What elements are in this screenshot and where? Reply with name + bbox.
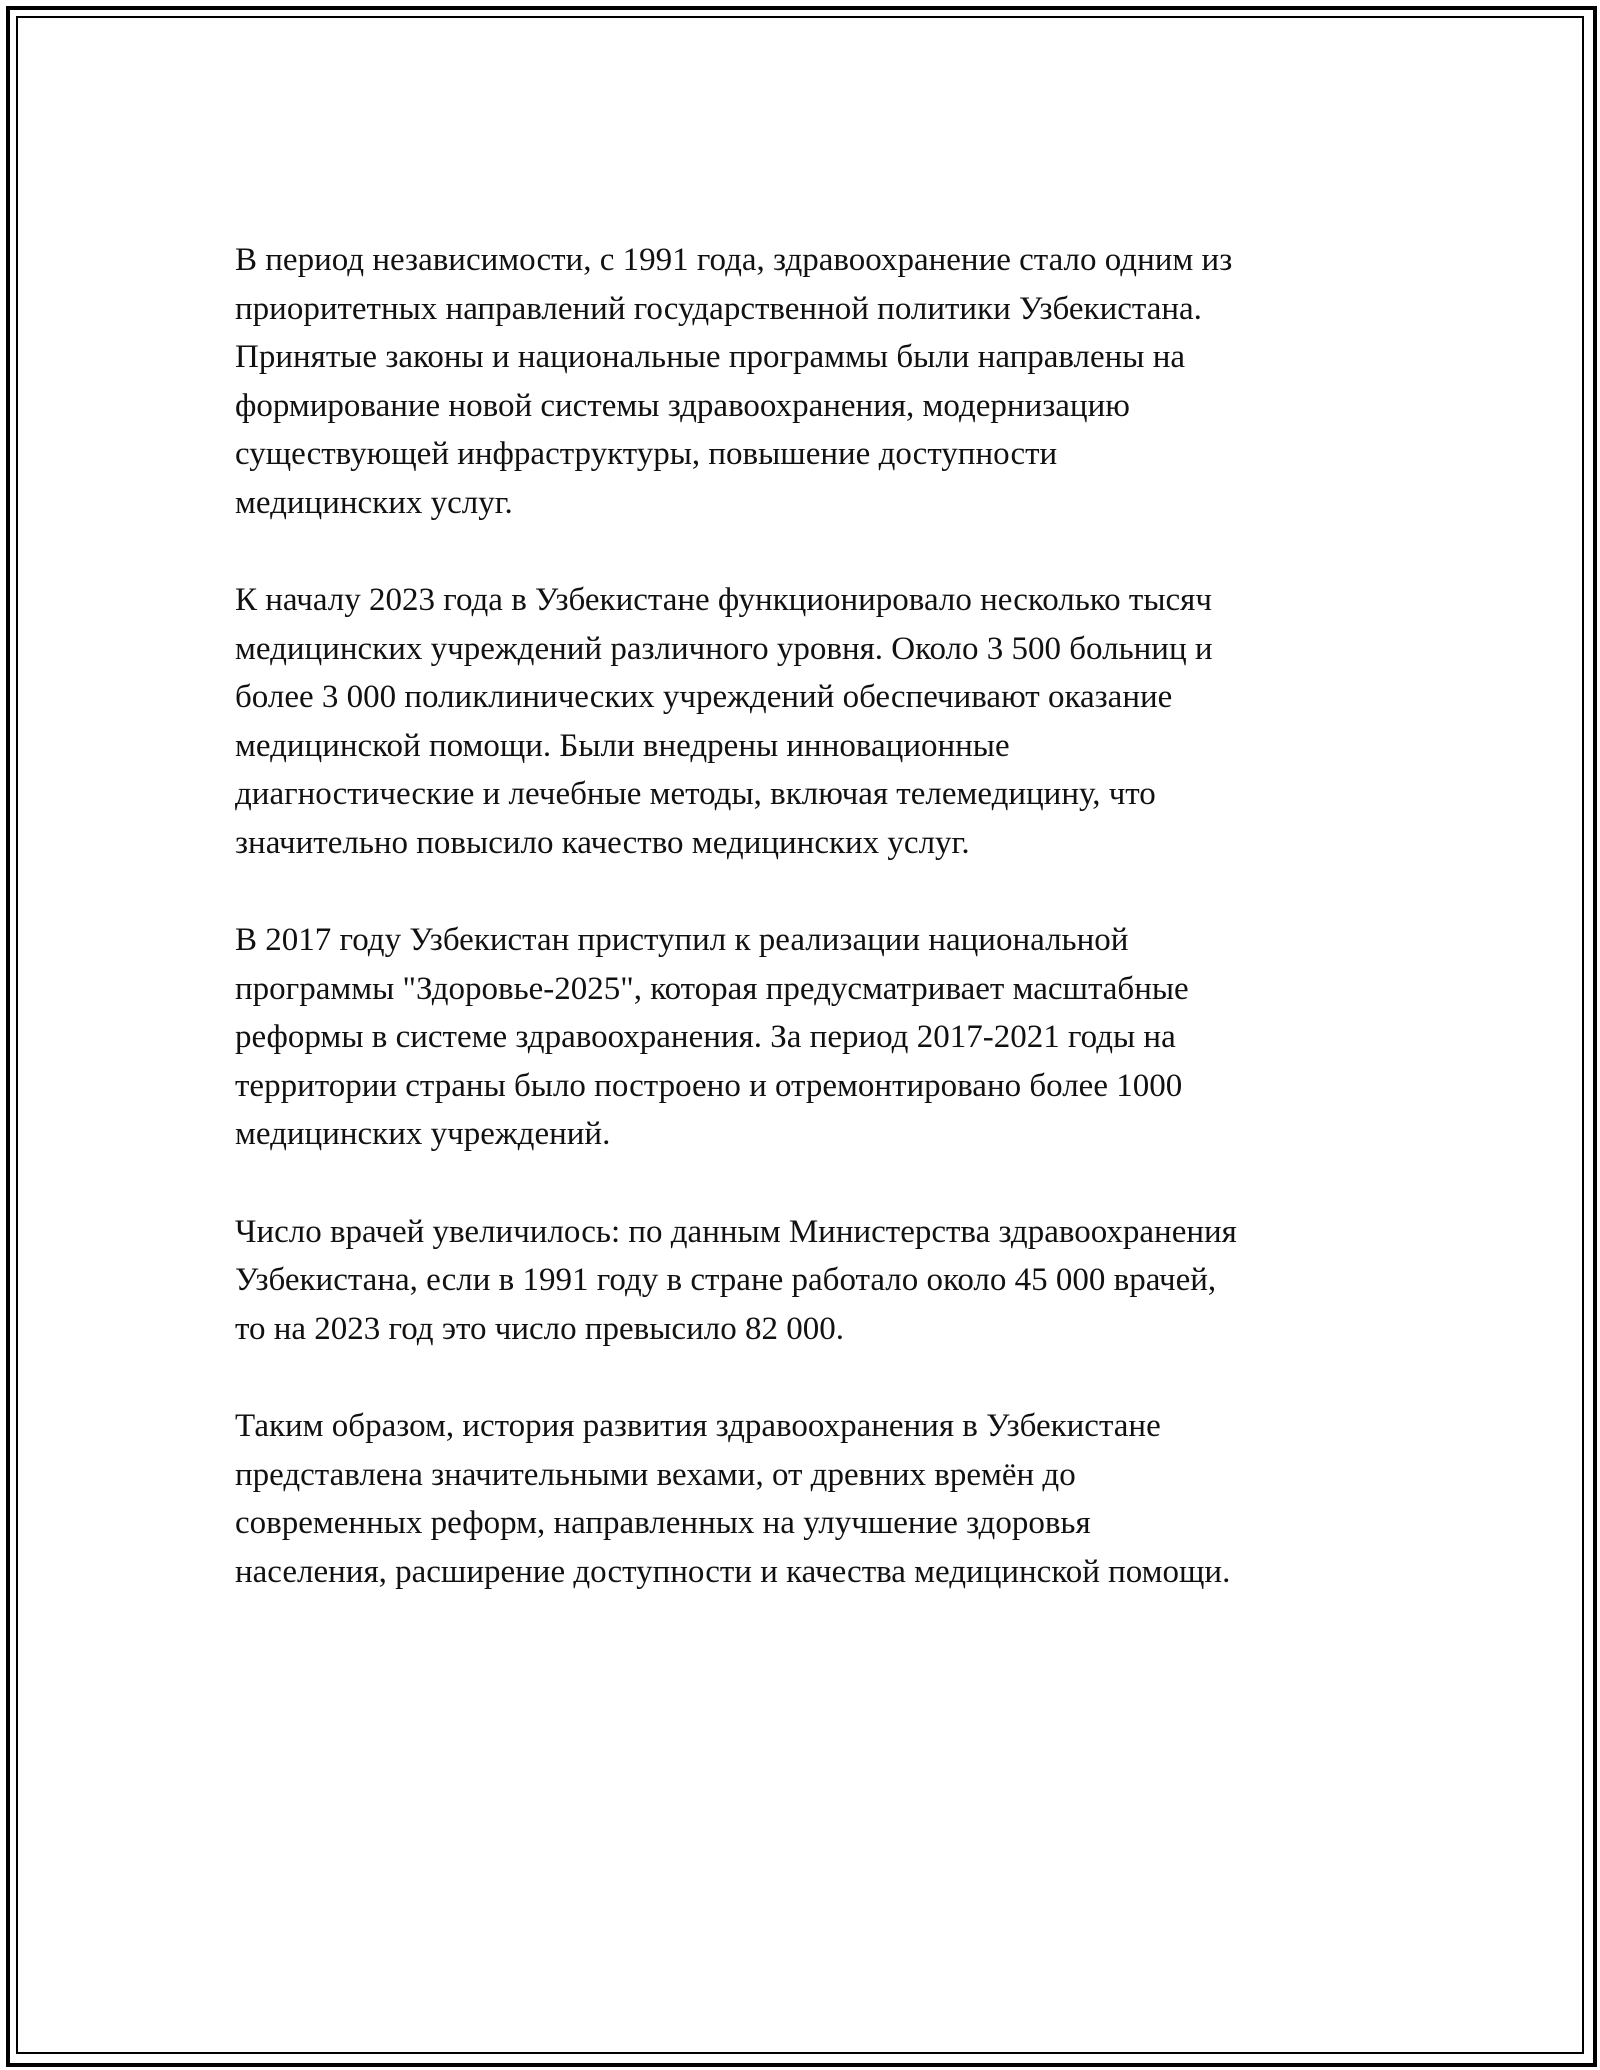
- text-line: В 2017 году Узбекистан приступил к реализации национальной: [235, 922, 1129, 958]
- text-line: реформы в системе здравоохранения. За период 2017-2021 годы на: [235, 1019, 1176, 1055]
- text-line: Таким образом, история развития здравоохранения в Узбекистане: [235, 1408, 1161, 1444]
- text-line: формирование новой системы здравоохранения, модернизацию: [235, 387, 1130, 424]
- text-line: значительно повысило качество медицинских услуг.: [235, 824, 970, 861]
- text-line: программы "Здоровье-2025", которая предусматривает масштабные: [235, 970, 1189, 1007]
- text-line: медицинских учреждений.: [235, 1116, 611, 1152]
- text-line: более 3 000 поликлинических учреждений обеспечивают оказание: [235, 679, 1173, 715]
- text-line: Принятые законы и национальные программы были направлены на: [235, 339, 1186, 375]
- text-line: К началу 2023 года в Узбекистане функционировало несколько тысяч: [235, 582, 1212, 618]
- text-line: территории страны было построено и отремонтировано более 1000: [235, 1067, 1183, 1104]
- text-line: приоритетных направлений государственной политики Узбекистана.: [235, 290, 1202, 327]
- text-line: В период независимости, с 1991 года, здравоохранение стало одним из: [235, 242, 1233, 278]
- text-line: медицинских учреждений различного уровня. Около 3 500 больниц и: [235, 630, 1213, 667]
- text-line: медицинских услуг.: [235, 484, 513, 521]
- text-line: то на 2023 год это число превысило 82 000.: [235, 1310, 844, 1347]
- text-line: представлена значительными вехами, от древних времён до: [235, 1456, 1076, 1493]
- text-line: диагностические и лечебные методы, включая телемедицину, что: [235, 776, 1156, 812]
- text-line: современных реформ, направленных на улучшение здоровья: [235, 1505, 1091, 1541]
- text-line: медицинской помощи. Были внедрены инновационные: [235, 727, 1010, 764]
- document-body: [235, 236, 1415, 1596]
- paragraph-doctors-count: [235, 1208, 1415, 1354]
- text-line: Число врачей увеличилось: по данным Министерства здравоохранения: [235, 1213, 1237, 1250]
- paragraph-independence-period: [235, 236, 1415, 527]
- paragraph-medical-institutions-2023: [235, 576, 1415, 867]
- text-line: существующей инфраструктуры, повышение доступности: [235, 436, 1058, 472]
- text-line: Узбекистана, если в 1991 году в стране работало около 45 000 врачей,: [235, 1262, 1217, 1298]
- paragraph-conclusion: [235, 1402, 1415, 1596]
- paragraph-health-2025-program: [235, 916, 1415, 1159]
- text-line: населения, расширение доступности и качества медицинской помощи.: [235, 1553, 1231, 1590]
